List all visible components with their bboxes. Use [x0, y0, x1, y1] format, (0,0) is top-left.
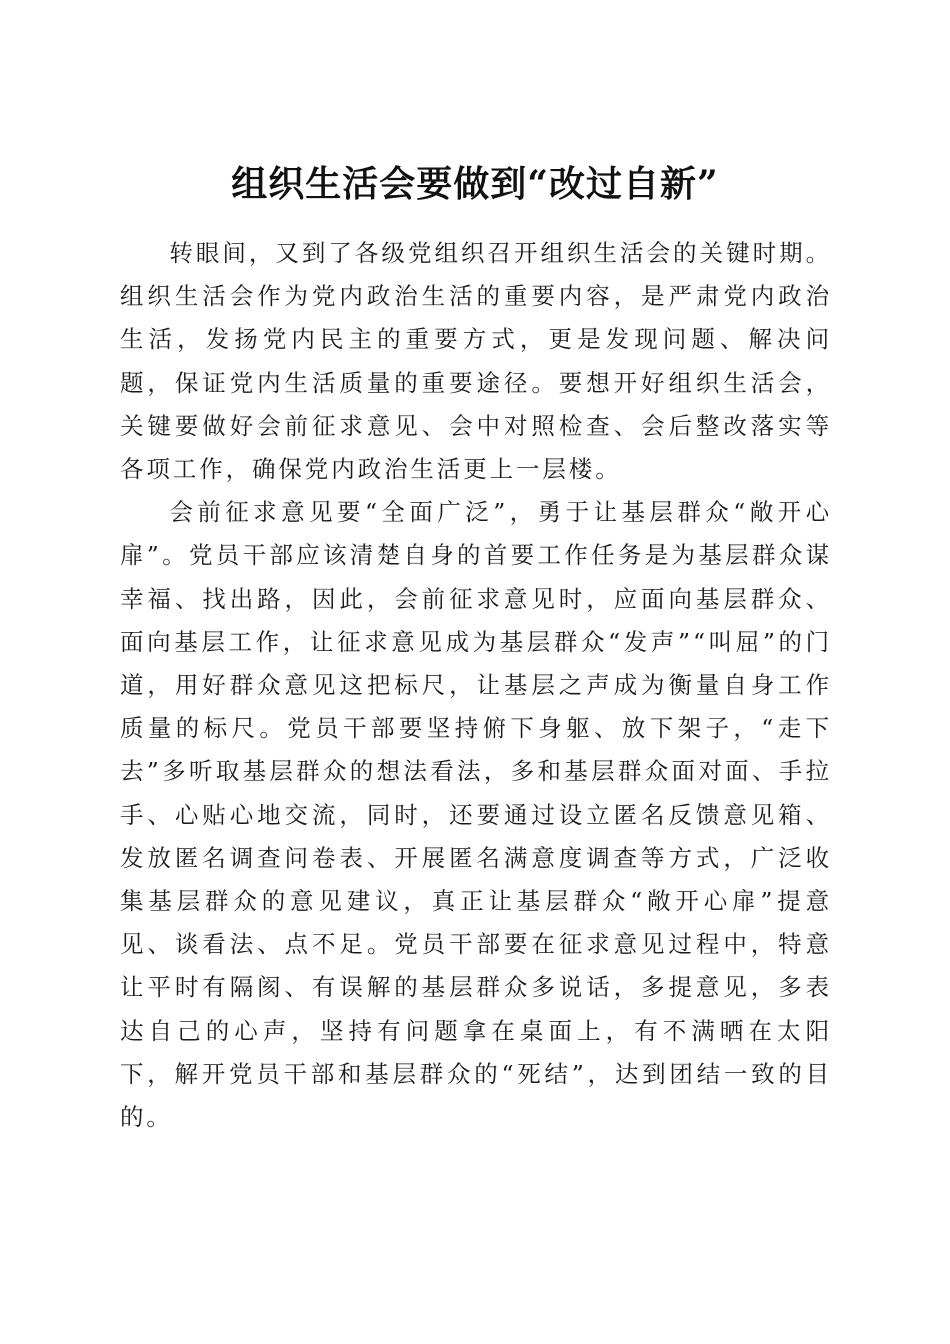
paragraph-pre-meeting-opinions: 会前征求意见要“全面广泛”，勇于让基层群众“敞开心扉”。党员干部应该清楚自身的首要工作任务是为基层群众谋幸福、找出路，因此，会前征求意见时，应面向基层群众、面向基层工作，让征求意见成为基层群众“发声”“叫屈”的门道，用好群众意见这把标尺，让基层之声成为衡量自身工作质量的标尺。党员干部要坚持俯下身躯、放下架子，“走下去”多听取基层群众的想法看法，多和基层群众面对面、手拉手、心贴心地交流，同时，还要通过设立匿名反馈意见箱、发放匿名调查问卷表、开展匿名满意度调查等方式，广泛收集基层群众的意见建议，真正让基层群众“敞开心扉”提意见、谈看法、点不足。党员干部要在征求意见过程中，特意让平时有隔阂、有误解的基层群众多说话，多提意见，多表达自己的心声，坚持有问题拿在桌面上，有不满晒在太阳下，解开党员干部和基层群众的“死结”，达到团结一致的目的。: [120, 498, 832, 1132]
document-title: 组织生活会要做到“改过自新”: [231, 163, 719, 206]
document-body: [120, 232, 832, 1139]
paragraph-intro: 转眼间，又到了各级党组织召开组织生活会的关键时期。组织生活会作为党内政治生活的重要内容，是严肃党内政治生活，发扬党内民主的重要方式，更是发现问题、解决问题，保证党内生活质量的重要途径。要想开好组织生活会，关键要做好会前征求意见、会中对照检查、会后整改落实等各项工作，确保党内政治生活更上一层楼。: [120, 239, 832, 484]
